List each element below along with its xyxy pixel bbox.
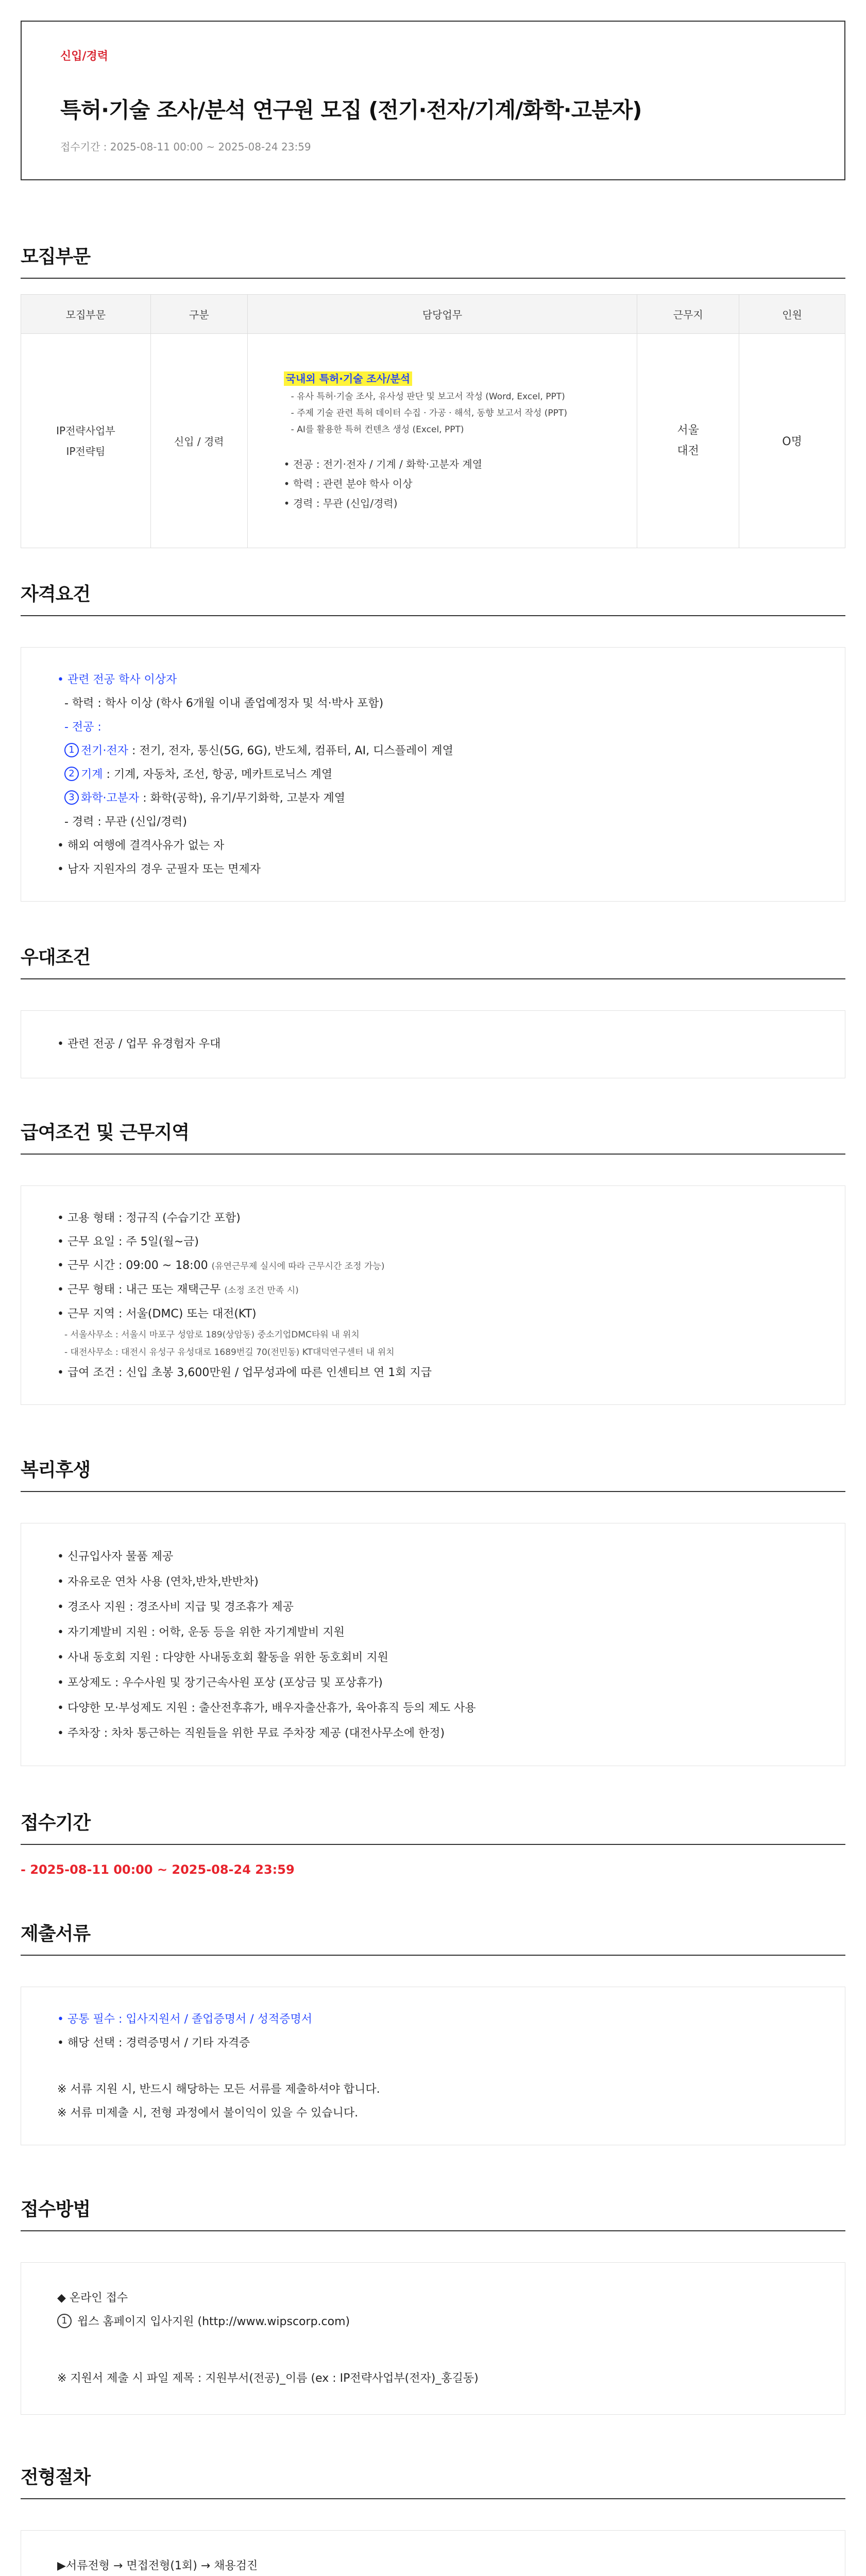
- salary-line: [57, 1254, 809, 1278]
- headcount-cell: O명: [739, 334, 845, 548]
- welfare-item: • 다양한 모·부성제도 지원 : 출산전후휴가, 배우자출산휴가, 육아휴직 등의 제도 사용: [57, 1702, 476, 1715]
- work-hours-note: (유연근무제 실시에 따라 근무시간 조정 가능): [211, 1261, 385, 1272]
- duty-item: - 주제 기술 관련 특허 데이터 수집 · 가공 · 해석, 동향 보고서 작성 (PPT): [291, 408, 567, 418]
- location-cell: [637, 334, 739, 548]
- work-hours: • 근무 시간 : 09:00 ~ 18:00: [57, 1259, 212, 1272]
- duty-highlight: 국내외 특허·기술 조사/분석: [284, 371, 412, 386]
- documents-section: [21, 1919, 845, 2145]
- dept-cell: [21, 334, 151, 548]
- method-box: [21, 2262, 845, 2415]
- office-address: - 대전사무소 : 대전시 유성구 유성대로 1689번길 70(전민동) KT대덕연구센터 내 위치: [64, 1347, 395, 1358]
- period-section: [21, 1808, 845, 1877]
- method-section: [21, 2195, 845, 2415]
- homepage-apply: 윕스 홈페이지 입사지원 (http://www.wipscorp.com): [77, 2315, 350, 2328]
- qual-line: • 남자 지원자의 경우 군필자 또는 면제자: [57, 863, 261, 876]
- major-name: 기계: [81, 768, 103, 781]
- welfare-item: • 자기계발비 지원 : 어학, 운동 등을 위한 자기계발비 지원: [57, 1626, 345, 1639]
- welfare-item: • 신규입사자 물품 제공: [57, 1550, 174, 1563]
- qualification-box: [21, 647, 845, 902]
- welfare-item: • 자유로운 연차 사용 (연차,반차,반반차): [57, 1575, 259, 1588]
- preference-section: [21, 943, 845, 1078]
- major-desc: : 전기, 전자, 통신(5G, 6G), 반도체, 컴퓨터, AI, 디스플레이 계열: [128, 744, 453, 757]
- table-header-row: [21, 295, 845, 334]
- qual-line: • 관련 전공 학사 이상자: [57, 673, 177, 686]
- salary-line: • 고용 형태 : 정규직 (수습기간 포함): [57, 1212, 241, 1225]
- work-type-note: (소정 조건 만족 시): [224, 1285, 299, 1296]
- number-badge-1: 1: [64, 743, 79, 757]
- number-badge-1: 1: [57, 2314, 72, 2328]
- major-desc: : 기계, 자동차, 조선, 항공, 메카트로닉스 계열: [103, 768, 333, 781]
- welfare-section: [21, 1455, 845, 1766]
- doc-note: ※ 서류 지원 시, 반드시 해당하는 모든 서류를 제출하셔야 합니다.: [57, 2083, 380, 2096]
- qual-line: - 경력 : 무관 (신입/경력): [64, 816, 187, 828]
- method-line: [57, 2310, 809, 2334]
- number-badge-2: 2: [64, 767, 79, 781]
- duty-cell: [247, 334, 637, 548]
- table-row: [21, 334, 845, 548]
- table-header: 인원: [739, 295, 845, 334]
- qual-line: • 해외 여행에 결격사유가 없는 자: [57, 839, 225, 852]
- qual-line: - 학력 : 학사 이상 (학사 6개월 이내 졸업예정자 및 석·박사 포함): [64, 697, 384, 710]
- section-title: 접수방법: [21, 2195, 845, 2231]
- duty-item: - 유사 특허·기술 조사, 유사성 판단 및 보고서 작성 (Word, Excel, PPT): [291, 391, 565, 402]
- team-name: IP전략팀: [66, 445, 106, 457]
- recruit-section: [21, 242, 845, 548]
- process-section: [21, 2463, 845, 2576]
- salary-line: • 근무 요일 : 주 5일(월~금): [57, 1235, 199, 1248]
- documents-box: [21, 1987, 845, 2145]
- major-line: [57, 787, 809, 810]
- salary-line: • 급여 조건 : 신입 초봉 3,600만원 / 업무성과에 따른 인센티브 연 1회 지급: [57, 1366, 432, 1379]
- salary-box: [21, 1185, 845, 1405]
- major-name: 전기·전자: [81, 744, 129, 757]
- duty-bullet: • 경력 : 무관 (신입/경력): [283, 497, 398, 510]
- welfare-box: [21, 1523, 845, 1766]
- section-title: 우대조건: [21, 943, 845, 979]
- preference-box: [21, 1010, 845, 1078]
- career-type-tag: 신입/경력: [60, 50, 109, 63]
- duty-bullet: • 학력 : 관련 분야 학사 이상: [283, 477, 413, 490]
- period-value: - 2025-08-11 00:00 ~ 2025-08-24 23:59: [21, 1862, 295, 1877]
- pref-line: • 관련 전공 / 업무 유경험자 우대: [57, 1038, 221, 1050]
- table-header: 근무지: [637, 295, 739, 334]
- posting-period: 접수기간 : 2025-08-11 00:00 ~ 2025-08-24 23:59: [60, 141, 311, 153]
- welfare-item: • 포상제도 : 우수사원 및 장기근속사원 포상 (포상금 및 포상휴가): [57, 1676, 383, 1689]
- section-title: 모집부문: [21, 242, 845, 279]
- office-address: - 서울사무소 : 서울시 마포구 성암로 189(상암동) 중소기업DMC타워 내 위치: [64, 1330, 360, 1340]
- salary-section: [21, 1118, 845, 1405]
- major-line: [57, 739, 809, 763]
- qual-line: - 전공 :: [64, 721, 101, 734]
- location-seoul: 서울: [677, 423, 699, 437]
- major-name: 화학·고분자: [81, 792, 140, 805]
- process-box: [21, 2530, 845, 2576]
- number-badge-3: 3: [64, 790, 79, 805]
- recruit-table: [21, 294, 845, 548]
- welfare-item: • 경조사 지원 : 경조사비 지급 및 경조휴가 제공: [57, 1601, 294, 1614]
- salary-line: [57, 1278, 809, 1302]
- duty-item: - AI를 활용한 특허 컨텐츠 생성 (Excel, PPT): [291, 424, 464, 435]
- major-desc: : 화학(공학), 유기/무기화학, 고분자 계열: [139, 792, 345, 805]
- table-header: 구분: [150, 295, 247, 334]
- doc-line: • 공통 필수 : 입사지원서 / 졸업증명서 / 성적증명서: [57, 2013, 312, 2026]
- posting-title: 특허·기술 조사/분석 연구원 모집 (전기·전자/기계/화학·고분자): [60, 97, 642, 123]
- section-title: 접수기간: [21, 1808, 845, 1845]
- work-type: • 근무 형태 : 내근 또는 재택근무: [57, 1283, 225, 1296]
- section-title: 복리후생: [21, 1455, 845, 1492]
- dept-name: IP전략사업부: [56, 424, 115, 437]
- location-daejeon: 대전: [677, 444, 699, 457]
- section-title: 급여조건 및 근무지역: [21, 1118, 845, 1155]
- duty-bullet: • 전공 : 전기·전자 / 기계 / 화학·고분자 계열: [283, 457, 483, 470]
- section-title: 제출서류: [21, 1919, 845, 1956]
- type-cell: 신입 / 경력: [150, 334, 247, 548]
- table-header: 담당업무: [247, 295, 637, 334]
- welfare-item: • 사내 동호회 지원 : 다양한 사내동호회 활동을 위한 동호회비 지원: [57, 1651, 388, 1664]
- file-name-note: ※ 지원서 제출 시 파일 제목 : 지원부서(전공)_이름 (ex : IP전략사업부(전자)_홍길동): [57, 2372, 479, 2385]
- major-line: [57, 763, 809, 787]
- posting-header: [21, 21, 845, 180]
- table-header: 모집부문: [21, 295, 151, 334]
- process-flow: ▶서류전형 → 면접전형(1회) → 채용검진: [57, 2560, 258, 2572]
- doc-note: ※ 서류 미제출 시, 전형 과정에서 불이익이 있을 수 있습니다.: [57, 2107, 359, 2120]
- method-line: ◆ 온라인 접수: [57, 2292, 128, 2304]
- qualification-section: [21, 580, 845, 902]
- doc-line: • 해당 선택 : 경력증명서 / 기타 자격증: [57, 2037, 250, 2049]
- welfare-item: • 주차장 : 차차 통근하는 직원들을 위한 무료 주차장 제공 (대전사무소에 한정): [57, 1727, 445, 1740]
- section-title: 전형절차: [21, 2463, 845, 2499]
- section-title: 자격요건: [21, 580, 845, 616]
- salary-line: • 근무 지역 : 서울(DMC) 또는 대전(KT): [57, 1308, 257, 1320]
